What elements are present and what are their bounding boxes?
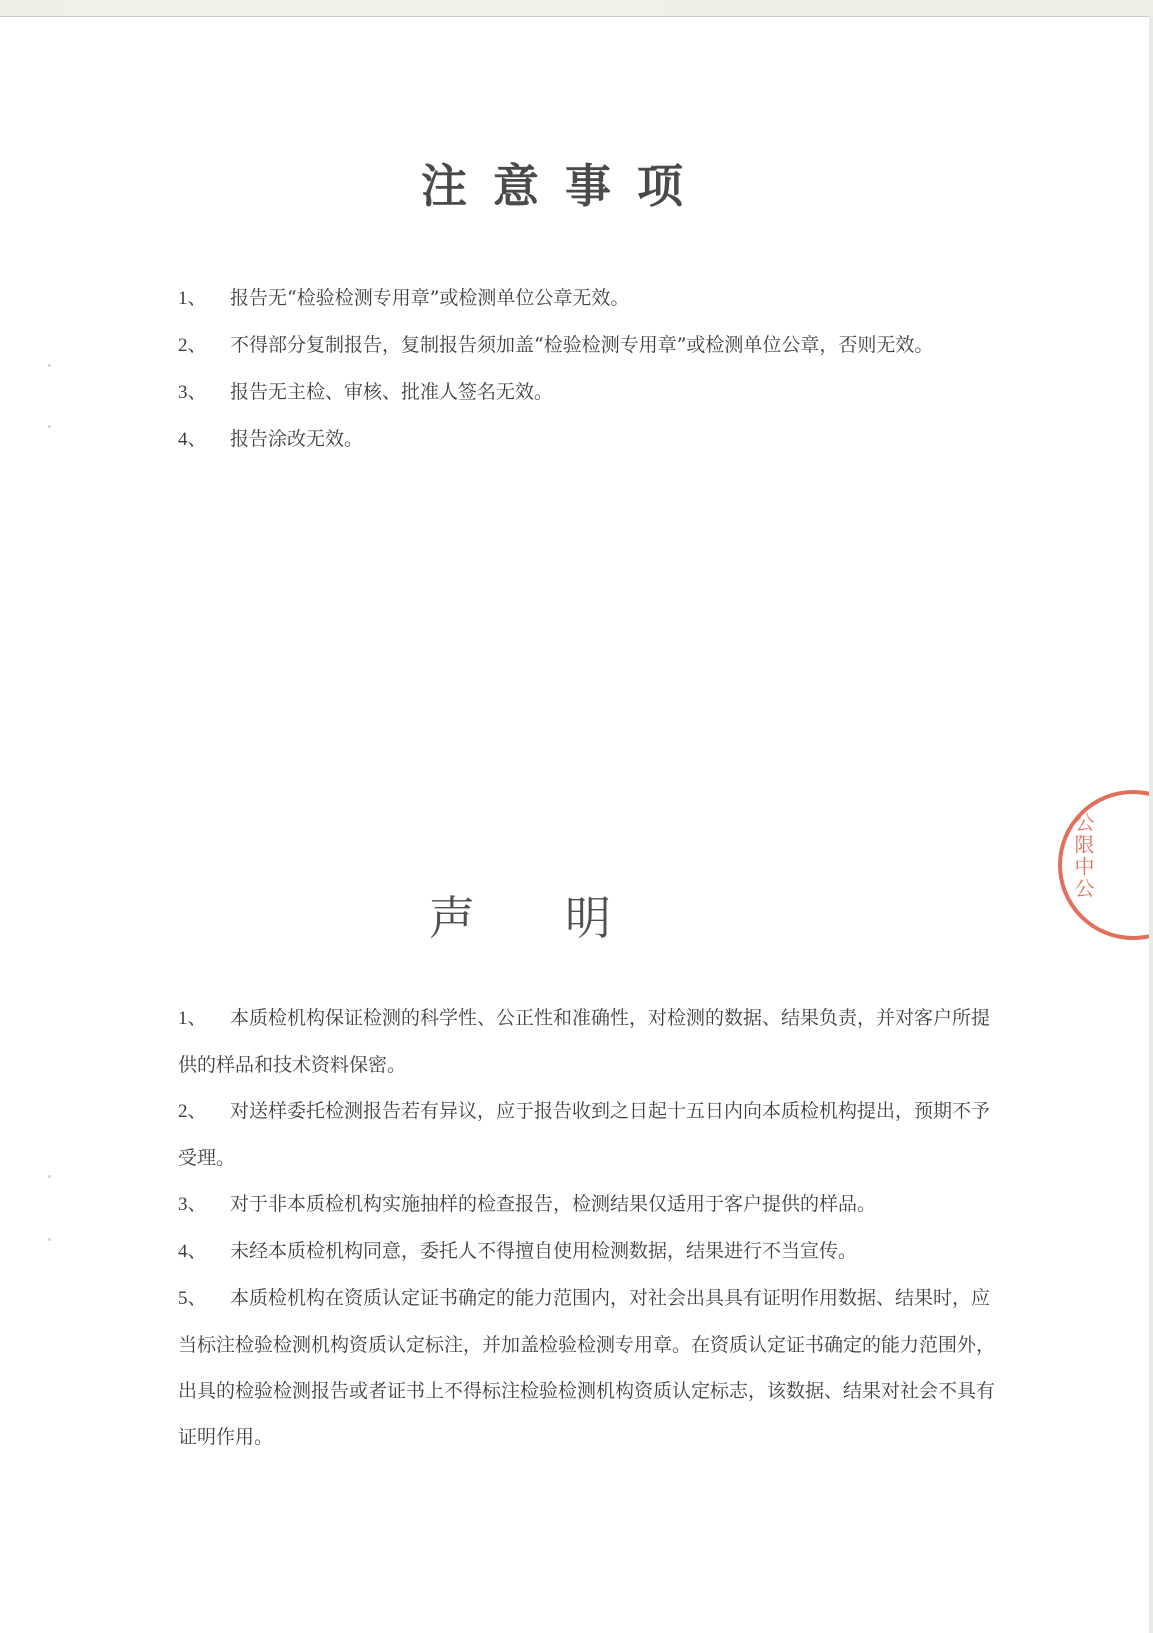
item-number: 4、 bbox=[178, 1241, 207, 1262]
item-text: 对于非本质检机构实施抽样的检查报告，检测结果仅适用于客户提供的样品。 bbox=[230, 1193, 877, 1215]
scan-speck bbox=[48, 1175, 51, 1178]
item-text: 报告无主检、审核、批准人签名无效。 bbox=[230, 381, 554, 403]
scan-top-edge bbox=[0, 0, 1153, 17]
scan-speck bbox=[48, 364, 51, 367]
item-number: 2、 bbox=[178, 335, 207, 356]
item-text: 未经本质检机构同意，委托人不得擅自使用检测数据，结果进行不当宣传。 bbox=[230, 1240, 858, 1262]
notice-item bbox=[178, 416, 1008, 463]
item-number: 1、 bbox=[178, 288, 207, 309]
item-text: 报告无“检验检测专用章”或检测单位公章无效。 bbox=[230, 287, 630, 309]
scan-speck bbox=[48, 1238, 51, 1241]
notice-title: 注意事项 bbox=[421, 159, 709, 213]
item-number: 3、 bbox=[178, 1194, 207, 1215]
statement-item bbox=[178, 1088, 1008, 1181]
item-number: 2、 bbox=[178, 1101, 207, 1122]
item-text: 不得部分复制报告，复制报告须加盖“检验检测专用章”或检测单位公章，否则无效。 bbox=[230, 334, 934, 356]
statement-title: 声明 bbox=[429, 891, 701, 945]
page-edge-mask bbox=[1149, 700, 1153, 1000]
seal-text: 公限中公 bbox=[1071, 812, 1095, 900]
notice-list bbox=[178, 275, 1008, 463]
item-number: 5、 bbox=[178, 1288, 207, 1309]
statement-item bbox=[178, 995, 1008, 1088]
notice-item bbox=[178, 275, 1008, 322]
item-number: 1、 bbox=[178, 1008, 207, 1029]
item-number: 3、 bbox=[178, 382, 207, 403]
notice-item bbox=[178, 369, 1008, 416]
item-text: 本质检机构在资质认定证书确定的能力范围内，对社会出具具有证明作用数据、结果时，应当标注检验检测机构资质认定标注，并加盖检验检测专用章。在资质认定证书确定的能力范围外，出具的检验检测报告或者证书上不得标注检验检测机构资质认定标志，该数据、结果对社会不具有证明作用。 bbox=[178, 1287, 996, 1448]
item-text: 本质检机构保证检测的科学性、公正性和准确性，对检测的数据、结果负责，并对客户所提供的样品和技术资料保密。 bbox=[178, 1007, 991, 1076]
statement-item bbox=[178, 1181, 1008, 1228]
statement-list bbox=[178, 995, 1008, 1460]
statement-item bbox=[178, 1228, 1008, 1275]
statement-item bbox=[178, 1275, 1008, 1460]
item-text: 报告涂改无效。 bbox=[230, 428, 364, 450]
notice-item bbox=[178, 322, 1008, 369]
item-number: 4、 bbox=[178, 429, 207, 450]
scan-speck bbox=[48, 425, 51, 428]
item-text: 对送样委托检测报告若有异议，应于报告收到之日起十五日内向本质检机构提出，预期不予受理。 bbox=[178, 1100, 991, 1169]
